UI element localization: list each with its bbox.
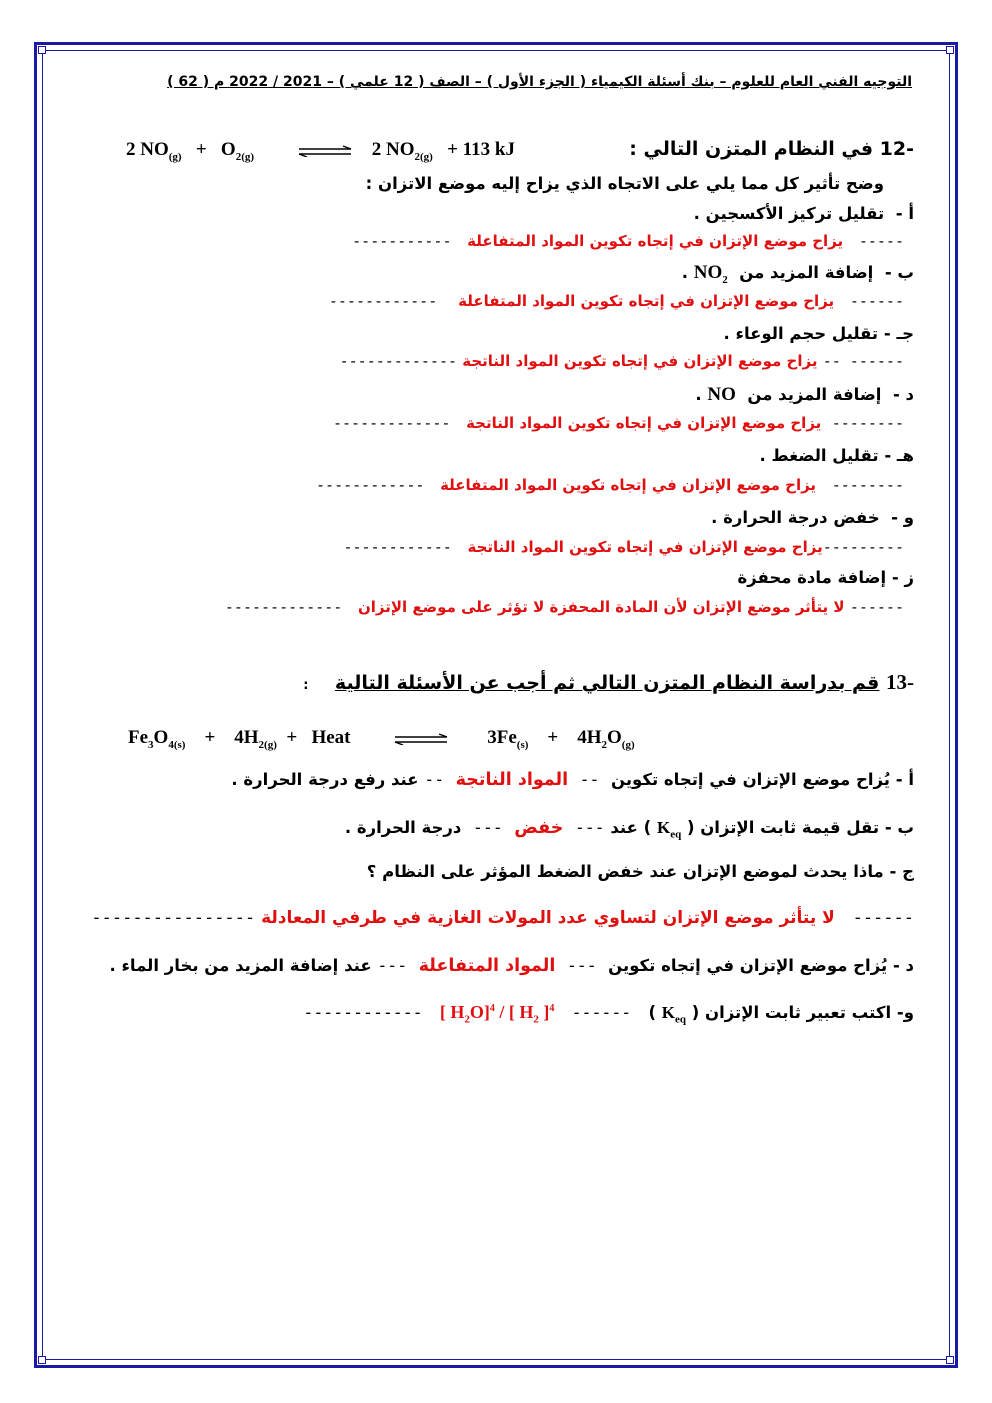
q12-item-d: د - إضافة المزيد من NO . bbox=[695, 384, 914, 405]
corner-mark bbox=[946, 46, 954, 54]
q12-item-g: ز - إضافة مادة محفزة bbox=[737, 568, 914, 587]
q12-item-f: و - خفض درجة الحرارة . bbox=[711, 508, 914, 527]
q13-equation: $Fe_3O_{4(s)}$ + $4H_{2(g)}$ + Heat $3Fe_{(s)}$ + $4H_2O_{(g)}$ bbox=[128, 727, 635, 751]
q13-part-c: ج - ماذا يحدث لموضع الإتزان عند خفض الضغط المؤثر على النظام ؟ bbox=[366, 862, 914, 881]
q12-equation: 2 $NO_{(g)} + O_{2(g)}$ 2 $NO_{2(g)}$ + 113 kJ bbox=[126, 139, 515, 163]
q12-stem bbox=[629, 138, 914, 160]
q13-stem: -13 قم بدراسة النظام المتزن التالي ثم أجب عن الأسئلة التالية : bbox=[303, 670, 914, 694]
q12-answer-f: ---------يزاح موضع الإتزان في إتجاه تكوين المواد الناتجة ------------ bbox=[343, 538, 904, 556]
q13-part-d: د - يُزاح موضع الإتزان في إتجاه تكوين --- المواد المتفاعلة --- عند إضافة المزيد من بخار الماء . bbox=[109, 956, 914, 976]
page-header: التوجيه الفني العام للعلوم – بنك أسئلة الكيمياء ( الجزء الأول ) – الصف ( 12 علمي ) – 2021 / 2022 م ( 62 ) bbox=[167, 74, 912, 90]
q13-answer-c: ------ لا يتأثر موضع الإتزان لتساوي عدد المولات الغازية في طرفي المعادلة ---------------- bbox=[91, 908, 914, 928]
q12-answer-a: ----- يزاح موضع الإتزان في إتجاه تكوين المواد المتفاعلة ----------- bbox=[352, 232, 904, 250]
q12-instruction: وضح تأثير كل مما يلي على الاتجاه الذي يزاح إليه موضع الاتزان : bbox=[365, 174, 884, 193]
equilibrium-arrow-icon bbox=[393, 733, 449, 745]
q12-number: -12 bbox=[879, 138, 914, 160]
q12-item-e: هـ - تقليل الضغط . bbox=[759, 446, 914, 465]
q12-item-c: جـ - تقليل حجم الوعاء . bbox=[723, 324, 914, 343]
q12-answer-e: -------- يزاح موضع الإتزان في إتجاه تكوين المواد المتفاعلة ------------ bbox=[316, 476, 904, 494]
q12-stem-text: في النظام المتزن التالي : bbox=[629, 138, 874, 160]
keq-expression: [ $H_2O]^4$ / [ $H_2$ ]$^4$ bbox=[439, 1002, 555, 1026]
q12-answer-d: -------- يزاح موضع الإتزان في إتجاه تكوين المواد الناتجة ------------- bbox=[332, 414, 904, 432]
q13-part-b: ب - تقل قيمة ثابت الإتزان ( $K_{eq}$ ) عند --- خفض --- درجة الحرارة . bbox=[344, 818, 914, 841]
corner-mark bbox=[38, 1356, 46, 1364]
corner-mark bbox=[946, 1356, 954, 1364]
q13-part-a: أ - يُزاح موضع الإتزان في إتجاه تكوين -- المواد الناتجة -- عند رفع درجة الحرارة . bbox=[231, 770, 914, 790]
q12-answer-g: ------ لا يتأثر موضع الإتزان لأن المادة المحفزة لا تؤثر على موضع الإتزان ------------- bbox=[224, 598, 904, 616]
equilibrium-arrow-icon bbox=[297, 145, 353, 157]
q12-answer-c: ------ -- يزاح موضع الإتزان في إتجاه تكوين المواد الناتجة ------------- bbox=[339, 352, 904, 370]
corner-mark bbox=[38, 46, 46, 54]
q13-part-e: و- اكتب تعبير ثابت الإتزان ( $K_{eq}$ ) ------ [ $H_2O]^4$ / [ $H_2$ ]$^4$ ------------ bbox=[303, 1002, 914, 1026]
q12-item-b: ب - إضافة المزيد من $NO_2$ . bbox=[681, 262, 914, 286]
q12-answer-b: ------ يزاح موضع الإتزان في إتجاه تكوين المواد المتفاعلة ------------ bbox=[328, 292, 904, 310]
q12-item-a: أ - تقليل تركيز الأكسجين . bbox=[693, 204, 914, 223]
